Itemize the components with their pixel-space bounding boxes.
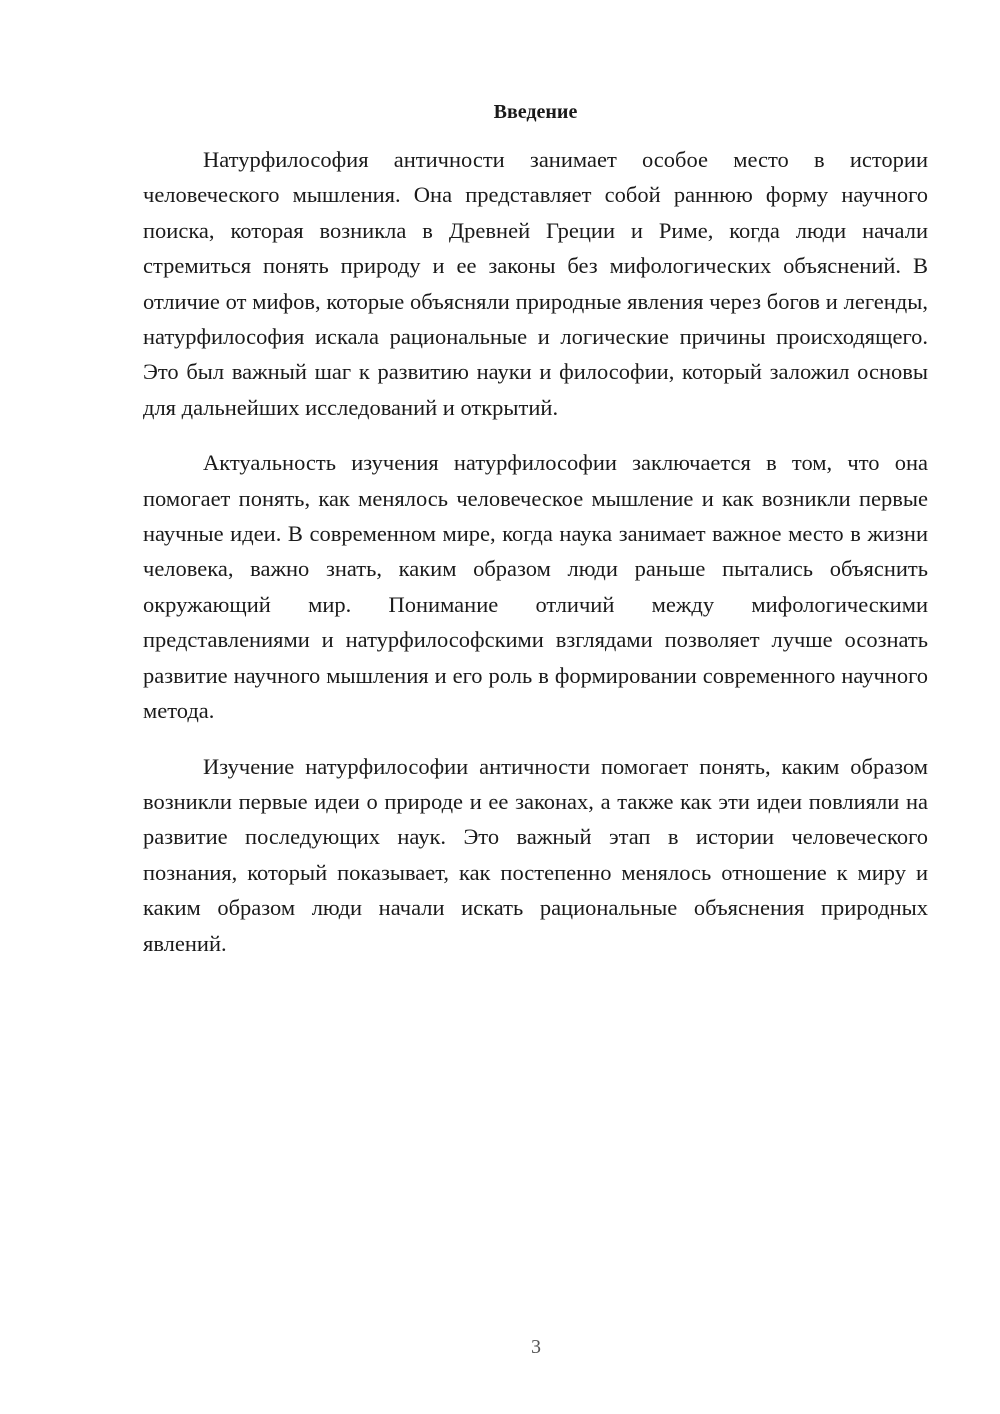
paragraph-3: Изучение натурфилософии античности помогает понять, каким образом возникли первые идеи о природе и ее законах, а также как эти идеи повлияли на развитие последующих наук. Это важный этап в истории человеческого познания, который показывает, как постепенно менялось отношение к миру и каким образом люди начали искать рациональные объяснения природных явлений. (143, 753, 928, 956)
paragraph-1: Натурфилософия античности занимает особое место в истории человеческого мышления. Она представляет собой раннюю форму научного поиска, которая возникла в Древней Греции и Риме, когда люди начали стремиться понять природу и ее законы без мифологических объяснений. В отличие от мифов, которые объясняли природные явления через богов и легенды, натурфилософия искала рациональные и логические причины происходящего. Это был важный шаг к развитию науки и философии, который заложил основы для дальнейших исследований и открытий. (143, 147, 928, 420)
paragraph-2: Актуальность изучения натурфилософии заключается в том, что она помогает понять, как менялось человеческое мышление и как возникли первые научные идеи. В современном мире, когда наука занимает важное место в жизни человека, важно знать, каким образом люди раньше пытались объяснить окружающий мир. Понимание отличий между мифологическими представлениями и натурфилософскими взглядами позволяет лучше осознать развитие научного мышления и его роль в формировании современного научного метода. (143, 450, 928, 724)
section-heading: Введение (493, 101, 578, 123)
page-number: 3 (531, 1336, 541, 1358)
body-text (143, 142, 928, 981)
